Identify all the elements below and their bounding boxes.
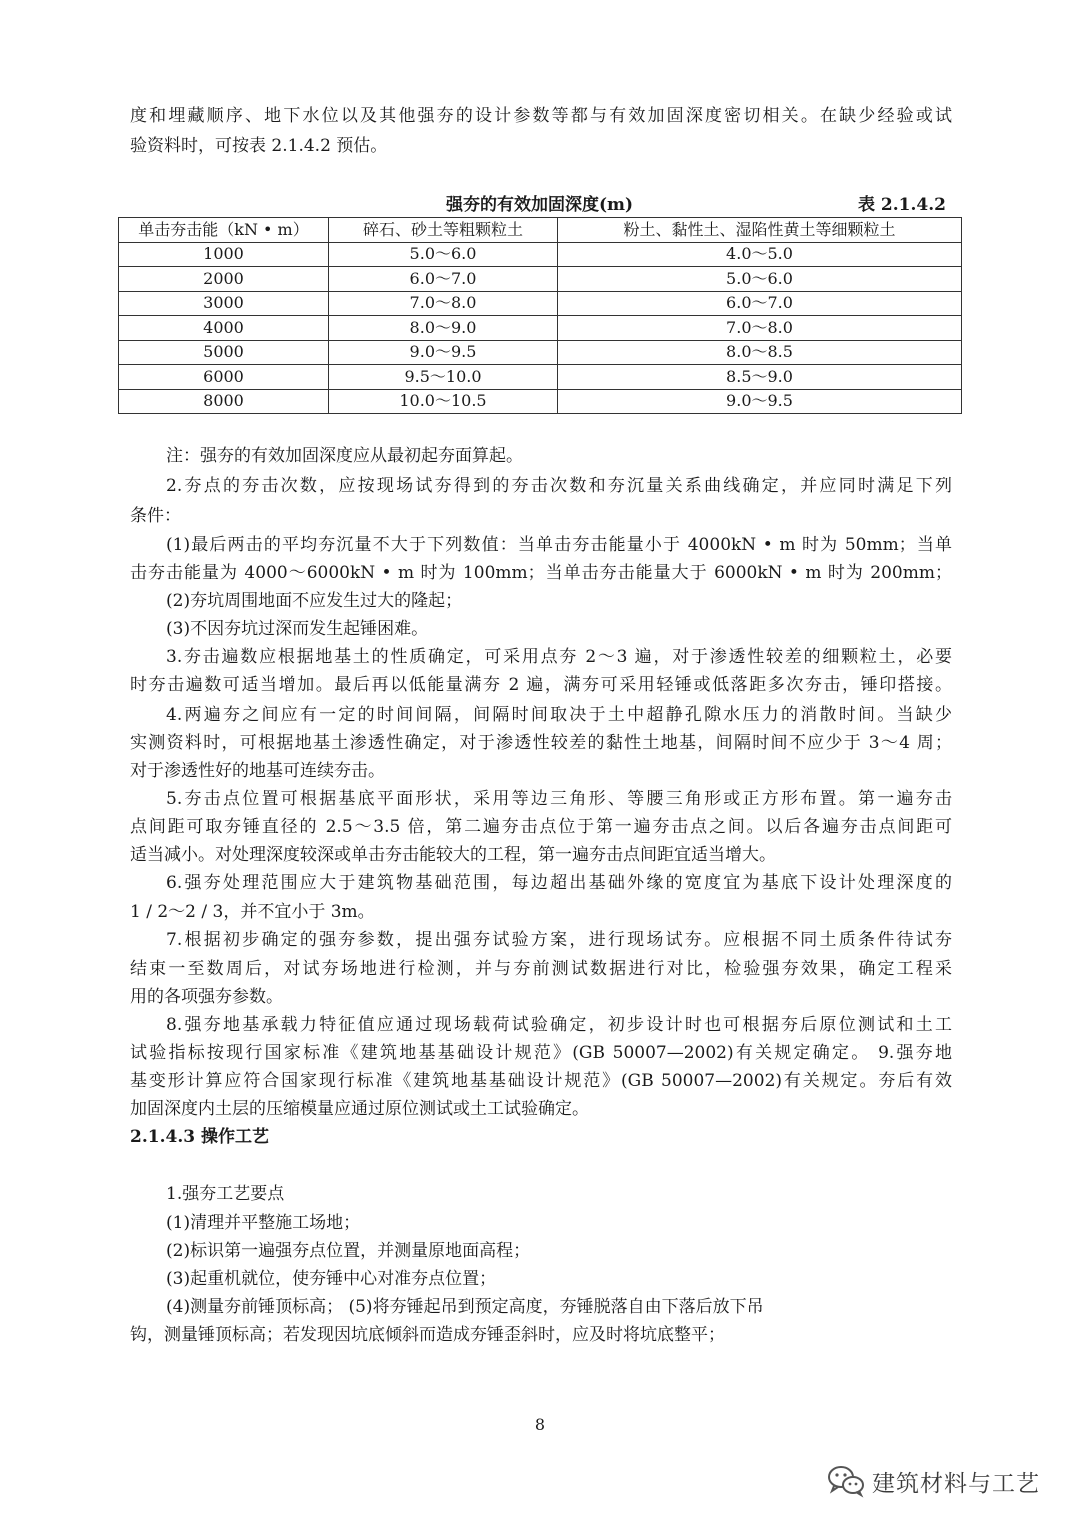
table-header-cell: 碎石、砂土等粗颗粒土 [329, 218, 558, 243]
paragraph-8-line-3: 基变形计算应符合国家现行标准《建筑地基基础设计规范》(GB 50007—2002)有关规定。夯后有效 [130, 1071, 952, 1091]
paragraph-5-line-1: 5.夯击点位置可根据基底平面形状，采用等边三角形、等腰三角形或正方形布置。第一遍夯击 [166, 789, 952, 809]
paragraph-4-line-2: 实测资料时，可根据地基土渗透性确定，对于渗透性较差的黏性土地基，间隔时间不应少于 3～4 周； [130, 733, 952, 753]
paragraph-8-line-4: 加固深度内土层的压缩模量应通过原位测试或土工试验确定。 [130, 1099, 589, 1119]
paragraph-4-line-1: 4.两遍夯之间应有一定的时间间隔，间隔时间取决于土中超静孔隙水压力的消散时间。当缺少 [166, 705, 952, 725]
paragraph-7-line-3: 用的各项强夯参数。 [130, 987, 283, 1007]
section-item-1-5: 钩，测量锤顶标高；若发现因坑底倾斜而造成夯锤歪斜时，应及时将坑底整平； [130, 1325, 725, 1345]
table-cell: 6000 [119, 365, 329, 390]
table-cell: 1000 [119, 242, 329, 267]
paragraph-7-line-1: 7.根据初步确定的强夯参数，提出强夯试验方案，进行现场试夯。应根据不同土质条件待试夯 [166, 930, 952, 950]
paragraph-3-line-1: 3.夯击遍数应根据地基土的性质确定，可采用点夯 2～3 遍，对于渗透性较差的细颗粒土，必要 [166, 647, 952, 667]
paragraph-4-line-3: 对于渗透性好的地基可连续夯击。 [130, 761, 385, 781]
table-cell: 8000 [119, 389, 329, 414]
table-header-row [119, 218, 962, 243]
section-item-1-2: (2)标识第一遍强夯点位置，并测量原地面高程； [166, 1241, 531, 1261]
table-cell: 4.0～5.0 [558, 242, 962, 267]
table-cell: 8.5～9.0 [558, 365, 962, 390]
paragraph-2-item-1-line-1: (1)最后两击的平均夯沉量不大于下列数值：当单击夯击能量小于 4000kN • m 时为 50mm；当单 [166, 535, 952, 555]
table-row [119, 291, 962, 316]
table-cell: 9.0～9.5 [329, 340, 558, 365]
table-row [119, 242, 962, 267]
paragraph-5-line-3: 适当减小。对处理深度较深或单击夯击能较大的工程，第一遍夯击点间距宜适当增大。 [130, 845, 776, 865]
depth-table [118, 217, 962, 414]
paragraph-5-line-2: 点间距可取夯锤直径的 2.5～3.5 倍，第二遍夯击点位于第一遍夯击点之间。以后各遍夯击点间距可 [130, 817, 952, 837]
intro-line-2: 验资料时，可按表 2.1.4.2 预估。 [130, 136, 388, 156]
paragraph-8-line-2: 试验指标按现行国家标准《建筑地基基础设计规范》(GB 50007—2002)有关规定确定。 9.强夯地 [130, 1043, 952, 1063]
paragraph-2-line-1: 2.夯点的夯击次数，应按现场试夯得到的夯击次数和夯沉量关系曲线确定，并应同时满足下列 [166, 476, 952, 496]
section-item-1-4: (4)测量夯前锤顶标高； (5)将夯锤起吊到预定高度，夯锤脱落自由下落后放下吊 [166, 1297, 764, 1317]
section-heading: 2.1.4.3 操作工艺 [130, 1127, 269, 1147]
table-number: 表 2.1.4.2 [858, 195, 946, 215]
paragraph-6-line-1: 6.强夯处理范围应大于建筑物基础范围，每边超出基础外缘的宽度宜为基底下设计处理深度的 [166, 873, 952, 893]
paragraph-6-line-2: 1 / 2～2 / 3，并不宜小于 3m。 [130, 902, 375, 922]
table-cell: 8.0～9.0 [329, 316, 558, 341]
table-cell: 4000 [119, 316, 329, 341]
table-cell: 9.0～9.5 [558, 389, 962, 414]
table-title: 强夯的有效加固深度(m) [446, 195, 634, 215]
table-cell: 5.0～6.0 [558, 267, 962, 292]
table-row [119, 340, 962, 365]
table-header-cell: 粉土、黏性土、湿陷性黄土等细颗粒土 [558, 218, 962, 243]
paragraph-8-line-1: 8.强夯地基承载力特征值应通过现场载荷试验确定，初步设计时也可根据夯后原位测试和土工 [166, 1015, 952, 1035]
intro-line-1: 度和埋藏顺序、地下水位以及其他强夯的设计参数等都与有效加固深度密切相关。在缺少经验或试 [130, 106, 952, 126]
paragraph-2-item-1-line-2: 击夯击能量为 4000～6000kN • m 时为 100mm；当单击夯击能量大于 6000kN • m 时为 200mm； [130, 563, 952, 583]
table-cell: 6.0～7.0 [558, 291, 962, 316]
paragraph-2-item-2: (2)夯坑周围地面不应发生过大的隆起； [166, 591, 463, 611]
section-item-1: 1.强夯工艺要点 [166, 1184, 285, 1204]
table-cell: 8.0～8.5 [558, 340, 962, 365]
wechat-icon [826, 1464, 866, 1498]
table-cell: 2000 [119, 267, 329, 292]
table-cell: 10.0～10.5 [329, 389, 558, 414]
paragraph-2-item-3: (3)不因夯坑过深而发生起锤困难。 [166, 619, 429, 639]
page-number: 8 [534, 1415, 546, 1434]
table-row [119, 389, 962, 414]
table-cell: 7.0～8.0 [329, 291, 558, 316]
section-item-1-3: (3)起重机就位，使夯锤中心对准夯点位置； [166, 1269, 497, 1289]
table-cell: 5000 [119, 340, 329, 365]
table-cell: 6.0～7.0 [329, 267, 558, 292]
table-cell: 5.0～6.0 [329, 242, 558, 267]
section-item-1-1: (1)清理并平整施工场地； [166, 1213, 361, 1233]
paragraph-2-line-2: 条件： [130, 506, 181, 526]
table-note: 注：强夯的有效加固深度应从最初起夯面算起。 [166, 446, 523, 466]
paragraph-3-line-2: 时夯击遍数可适当增加。最后再以低能量满夯 2 遍，满夯可采用轻锤或低落距多次夯击，锤印搭接。 [130, 675, 952, 695]
table-cell: 7.0～8.0 [558, 316, 962, 341]
table-cell: 9.5～10.0 [329, 365, 558, 390]
watermark-text: 建筑材料与工艺 [872, 1470, 1040, 1497]
table-cell: 3000 [119, 291, 329, 316]
table-row [119, 316, 962, 341]
paragraph-7-line-2: 结束一至数周后，对试夯场地进行检测，并与夯前测试数据进行对比，检验强夯效果，确定工程采 [130, 959, 952, 979]
table-row [119, 267, 962, 292]
table-header-cell: 单击夯击能（kN • m） [119, 218, 329, 243]
watermark [826, 1463, 1040, 1499]
table-row [119, 365, 962, 390]
